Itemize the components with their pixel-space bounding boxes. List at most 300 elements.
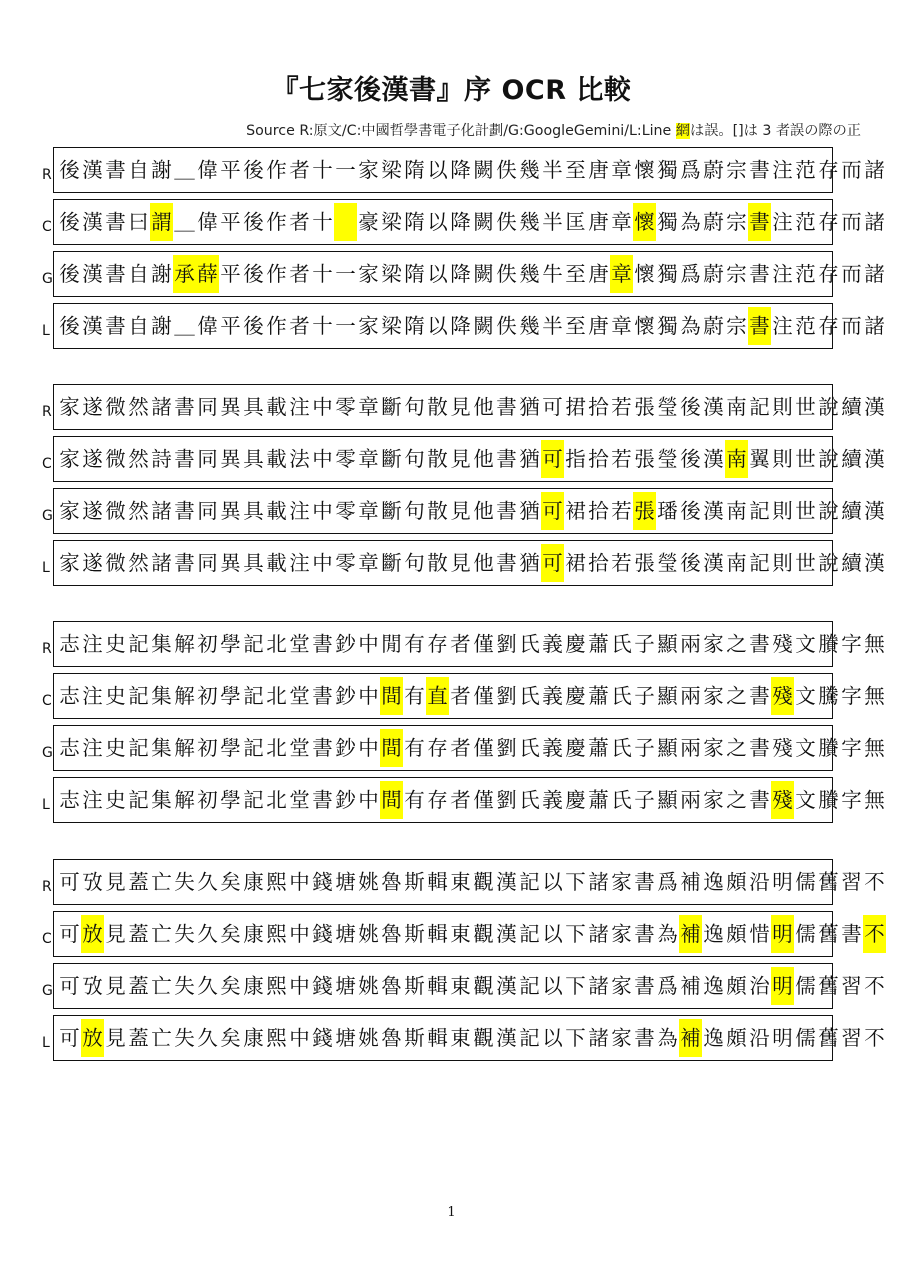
character: 斷 <box>381 550 402 575</box>
character: 獨 <box>657 313 678 338</box>
character: 隋 <box>404 209 425 234</box>
character: 補 <box>680 869 701 894</box>
character: 舊 <box>818 973 839 998</box>
character: 豪 <box>358 209 379 234</box>
character: 攷 <box>82 973 103 998</box>
character: 僅 <box>473 735 494 760</box>
character: 記 <box>749 394 770 419</box>
character: 劉 <box>496 631 517 656</box>
character: 異 <box>220 498 241 523</box>
character: 一 <box>335 261 356 286</box>
character: 隋 <box>404 157 425 182</box>
character: 氏 <box>519 787 540 812</box>
character: 同 <box>197 394 218 419</box>
character: 降 <box>450 261 471 286</box>
character: 者 <box>450 631 471 656</box>
character: 書 <box>634 973 655 998</box>
character: 逸 <box>703 1025 724 1050</box>
character: 具 <box>243 446 264 471</box>
character: 異 <box>220 550 241 575</box>
character: 集 <box>151 683 172 708</box>
character: 若 <box>611 550 632 575</box>
character: 字 <box>841 631 862 656</box>
character: 闕 <box>473 313 494 338</box>
character: 頗 <box>726 869 747 894</box>
character: 漢 <box>703 550 724 575</box>
character: 無 <box>864 683 885 708</box>
character: 注 <box>772 261 793 286</box>
character: 集 <box>151 735 172 760</box>
source-label: R <box>42 641 52 657</box>
character: 鈔 <box>335 787 356 812</box>
character: 舊 <box>818 1025 839 1050</box>
character: 者 <box>450 683 471 708</box>
character: 明 <box>772 869 793 894</box>
character: 見 <box>450 446 471 471</box>
character: 家 <box>611 921 632 946</box>
character: 梁 <box>381 209 402 234</box>
character: 獨 <box>657 209 678 234</box>
character: 久 <box>197 869 218 894</box>
source-label: L <box>42 560 50 576</box>
character: 張 <box>634 550 655 575</box>
character: 記 <box>128 683 149 708</box>
character: 見 <box>105 973 126 998</box>
character: 斷 <box>381 498 402 523</box>
character: 儒 <box>795 1025 816 1050</box>
character: 漢 <box>864 498 885 523</box>
character: 塘 <box>335 921 356 946</box>
character: 中 <box>312 498 333 523</box>
character: 佚 <box>496 209 517 234</box>
legend-note: は誤。[]は 3 者誤の際の正 <box>690 123 861 139</box>
text-box <box>53 963 885 1009</box>
character: 漢 <box>703 394 724 419</box>
character: 微 <box>105 394 126 419</box>
character: 懷 <box>634 313 655 338</box>
character: 注 <box>772 157 793 182</box>
character: 唐 <box>588 313 609 338</box>
text-box <box>53 147 885 193</box>
ocr-text <box>58 489 886 532</box>
character: 舊 <box>818 921 839 946</box>
highlighted-character: 薛 <box>196 255 219 293</box>
ocr-text <box>58 964 886 1007</box>
character: 漢 <box>82 261 103 286</box>
character: 志 <box>59 683 80 708</box>
character: 文 <box>795 683 816 708</box>
highlighted-character: 間 <box>380 781 403 819</box>
character: 至 <box>565 313 586 338</box>
character: 蔚 <box>703 261 724 286</box>
character: 惜 <box>749 921 770 946</box>
character: 中 <box>358 683 379 708</box>
character: 宗 <box>726 313 747 338</box>
character: 家 <box>59 394 80 419</box>
character: 遂 <box>82 446 103 471</box>
comparison-row-c <box>0 911 903 957</box>
character: 殘 <box>772 631 793 656</box>
character: 魯 <box>381 869 402 894</box>
character: 後 <box>680 550 701 575</box>
character: 句 <box>404 394 425 419</box>
character: 載 <box>266 446 287 471</box>
source-label: R <box>42 879 52 895</box>
character: 後 <box>59 209 80 234</box>
character: 輯 <box>427 921 448 946</box>
character: 後 <box>59 157 80 182</box>
character: 載 <box>266 498 287 523</box>
character: 中 <box>358 735 379 760</box>
highlighted-character: 殘 <box>771 781 794 819</box>
character: 漢 <box>864 446 885 471</box>
character: 中 <box>289 973 310 998</box>
ocr-text <box>58 385 886 428</box>
character: 儒 <box>795 921 816 946</box>
character: 者 <box>450 787 471 812</box>
character: 作 <box>266 209 287 234</box>
character: 賸 <box>818 787 839 812</box>
text-box <box>53 488 885 534</box>
character: 家 <box>703 735 724 760</box>
character: 沿 <box>749 1025 770 1050</box>
character: 散 <box>427 550 448 575</box>
character: 瑩 <box>657 446 678 471</box>
highlighted-character: 放 <box>81 915 104 953</box>
character: 以 <box>427 261 448 286</box>
character: 後 <box>680 446 701 471</box>
character: 見 <box>450 498 471 523</box>
comparison-row-l <box>0 777 903 823</box>
character: 半 <box>542 209 563 234</box>
comparison-row-g <box>0 488 903 534</box>
character: 文 <box>795 787 816 812</box>
character: 後 <box>59 261 80 286</box>
character: 書 <box>105 209 126 234</box>
character: 劉 <box>496 787 517 812</box>
character: 家 <box>358 157 379 182</box>
highlighted-character: 補 <box>679 915 702 953</box>
character: 記 <box>243 683 264 708</box>
character: 注 <box>772 313 793 338</box>
highlighted-character: 間 <box>380 677 403 715</box>
highlighted-character: 殘 <box>771 677 794 715</box>
character: 書 <box>312 735 333 760</box>
character: 子 <box>634 787 655 812</box>
character: 可 <box>59 921 80 946</box>
text-box <box>53 384 885 430</box>
character: 解 <box>174 631 195 656</box>
comparison-row-g <box>0 725 903 771</box>
character: 書 <box>634 1025 655 1050</box>
character: 隋 <box>404 261 425 286</box>
character: 有 <box>404 735 425 760</box>
character: 記 <box>243 631 264 656</box>
character: 而 <box>841 157 862 182</box>
character: 書 <box>749 631 770 656</box>
character: 東 <box>450 1025 471 1050</box>
character: 劉 <box>496 683 517 708</box>
character: 平 <box>220 209 241 234</box>
character: ＿ <box>174 313 195 338</box>
character: 謝 <box>151 157 172 182</box>
character: 續 <box>841 498 862 523</box>
character: 北 <box>266 787 287 812</box>
character: 解 <box>174 683 195 708</box>
character: 觀 <box>473 921 494 946</box>
character: 唐 <box>588 209 609 234</box>
character: 漢 <box>496 869 517 894</box>
character: 康 <box>243 921 264 946</box>
character: ＿ <box>174 209 195 234</box>
comparison-row-r <box>0 621 903 667</box>
character: 微 <box>105 498 126 523</box>
legend-line <box>246 120 861 140</box>
character: 攷 <box>82 869 103 894</box>
character: 漢 <box>703 446 724 471</box>
character: 句 <box>404 498 425 523</box>
character: 則 <box>772 394 793 419</box>
source-label: G <box>42 983 53 999</box>
character: 有 <box>404 631 425 656</box>
character: 作 <box>266 313 287 338</box>
highlighted-character: 書 <box>748 203 771 241</box>
character: 章 <box>611 313 632 338</box>
character: 鈔 <box>335 683 356 708</box>
character: 續 <box>841 394 862 419</box>
source-label: C <box>42 219 52 235</box>
character: 以 <box>542 869 563 894</box>
character: 為 <box>657 1025 678 1050</box>
character: 習 <box>841 1025 862 1050</box>
character: 堂 <box>289 631 310 656</box>
character: 錢 <box>312 973 333 998</box>
character: 蔚 <box>703 157 724 182</box>
character: 散 <box>427 446 448 471</box>
character: 明 <box>772 1025 793 1050</box>
character: 范 <box>795 313 816 338</box>
ocr-text <box>58 726 886 769</box>
character: 漢 <box>82 209 103 234</box>
character: 之 <box>726 683 747 708</box>
character: 諸 <box>864 261 885 286</box>
character: 世 <box>795 498 816 523</box>
character: 存 <box>818 209 839 234</box>
character: 平 <box>220 157 241 182</box>
character: 蔚 <box>703 209 724 234</box>
character: 偉 <box>197 313 218 338</box>
character: 章 <box>611 157 632 182</box>
character: 他 <box>473 394 494 419</box>
character: 初 <box>197 683 218 708</box>
character: 字 <box>841 787 862 812</box>
character: 儒 <box>795 869 816 894</box>
character: 記 <box>243 787 264 812</box>
character: 有 <box>404 787 425 812</box>
character: 蕭 <box>588 683 609 708</box>
text-box <box>53 1015 885 1061</box>
character: 書 <box>634 869 655 894</box>
character: 若 <box>611 446 632 471</box>
character: 失 <box>174 1025 195 1050</box>
character: 漢 <box>703 498 724 523</box>
character: 書 <box>749 261 770 286</box>
character: 錢 <box>312 921 333 946</box>
character: 中 <box>312 394 333 419</box>
character: 以 <box>542 973 563 998</box>
character: 散 <box>427 394 448 419</box>
character: 然 <box>128 446 149 471</box>
text-box <box>53 621 885 667</box>
character: 文 <box>795 735 816 760</box>
character: 說 <box>818 498 839 523</box>
character: 斷 <box>381 394 402 419</box>
character: 儒 <box>795 973 816 998</box>
character: 詩 <box>151 446 172 471</box>
character: 不 <box>864 1025 885 1050</box>
character: 書 <box>496 446 517 471</box>
character: 璠 <box>657 498 678 523</box>
highlighted-character: 補 <box>679 1019 702 1057</box>
character: 他 <box>473 498 494 523</box>
character: 章 <box>358 446 379 471</box>
character: 賸 <box>818 631 839 656</box>
character: 宗 <box>726 157 747 182</box>
character: 之 <box>726 631 747 656</box>
character: 閒 <box>381 631 402 656</box>
character: 亡 <box>151 1025 172 1050</box>
page-number: 1 <box>447 1205 456 1220</box>
character: 作 <box>266 157 287 182</box>
character: 斯 <box>404 1025 425 1050</box>
character: 堂 <box>289 683 310 708</box>
character: 義 <box>542 631 563 656</box>
character: 為 <box>657 921 678 946</box>
character: 觀 <box>473 973 494 998</box>
character: 者 <box>289 209 310 234</box>
character: 諸 <box>151 394 172 419</box>
character: 蕭 <box>588 631 609 656</box>
character: 世 <box>795 446 816 471</box>
character: 漢 <box>864 550 885 575</box>
character: 異 <box>220 446 241 471</box>
character: 逸 <box>703 869 724 894</box>
character: 存 <box>818 261 839 286</box>
ocr-text <box>58 912 886 955</box>
character: 姚 <box>358 869 379 894</box>
character: 書 <box>105 313 126 338</box>
character: 偉 <box>197 157 218 182</box>
character: 獨 <box>657 261 678 286</box>
comparison-row-l <box>0 540 903 586</box>
character: 志 <box>59 787 80 812</box>
character: 存 <box>818 313 839 338</box>
character: 諸 <box>151 498 172 523</box>
character: 然 <box>128 394 149 419</box>
character: 記 <box>519 921 540 946</box>
character: 氏 <box>611 683 632 708</box>
character: 諸 <box>864 313 885 338</box>
character: 章 <box>358 550 379 575</box>
character: 遂 <box>82 550 103 575</box>
character: 猶 <box>519 550 540 575</box>
character: 無 <box>864 787 885 812</box>
character: 輯 <box>427 1025 448 1050</box>
character: 降 <box>450 313 471 338</box>
character: 頗 <box>726 921 747 946</box>
ocr-text <box>58 304 886 347</box>
character: 氏 <box>611 787 632 812</box>
text-box <box>53 303 885 349</box>
character: 蓋 <box>128 921 149 946</box>
character: 裙 <box>565 550 586 575</box>
character: 幾 <box>519 313 540 338</box>
character: 家 <box>59 550 80 575</box>
character: 家 <box>59 498 80 523</box>
character: 世 <box>795 550 816 575</box>
source-label: C <box>42 931 52 947</box>
character: 拾 <box>588 394 609 419</box>
character: 久 <box>197 1025 218 1050</box>
character: 注 <box>82 683 103 708</box>
character: 宗 <box>726 261 747 286</box>
character: 鈔 <box>335 631 356 656</box>
ocr-text <box>58 1016 886 1059</box>
character: 解 <box>174 787 195 812</box>
character: 遂 <box>82 394 103 419</box>
character: 中 <box>312 550 333 575</box>
character: 記 <box>243 735 264 760</box>
character: 平 <box>220 261 241 286</box>
character: 習 <box>841 973 862 998</box>
character: 匡 <box>565 209 586 234</box>
highlighted-character: 直 <box>426 677 449 715</box>
character: 康 <box>243 1025 264 1050</box>
character: 注 <box>82 787 103 812</box>
character: 說 <box>818 550 839 575</box>
character: 漢 <box>496 1025 517 1050</box>
character: 記 <box>519 973 540 998</box>
character: 後 <box>243 209 264 234</box>
legend-highlight-sample: 網 <box>675 123 690 139</box>
character: 唐 <box>588 157 609 182</box>
ocr-text <box>58 778 886 821</box>
character: 書 <box>749 787 770 812</box>
character: 爲 <box>680 157 701 182</box>
character: 具 <box>243 498 264 523</box>
character: 可 <box>542 394 563 419</box>
character: 見 <box>450 550 471 575</box>
character: 他 <box>473 446 494 471</box>
character: 書 <box>105 157 126 182</box>
source-label: L <box>42 323 50 339</box>
character: 范 <box>795 157 816 182</box>
character: 字 <box>841 683 862 708</box>
highlighted-character: 可 <box>541 492 564 530</box>
character: 然 <box>128 550 149 575</box>
character: 同 <box>197 446 218 471</box>
character: 漢 <box>82 313 103 338</box>
character: 劉 <box>496 735 517 760</box>
character: 蓋 <box>128 973 149 998</box>
comparison-row-c <box>0 199 903 245</box>
comparison-row-c <box>0 436 903 482</box>
source-label: G <box>42 508 53 524</box>
character: 說 <box>818 394 839 419</box>
character: 騰 <box>818 683 839 708</box>
text-box <box>53 859 885 905</box>
character: 中 <box>358 631 379 656</box>
